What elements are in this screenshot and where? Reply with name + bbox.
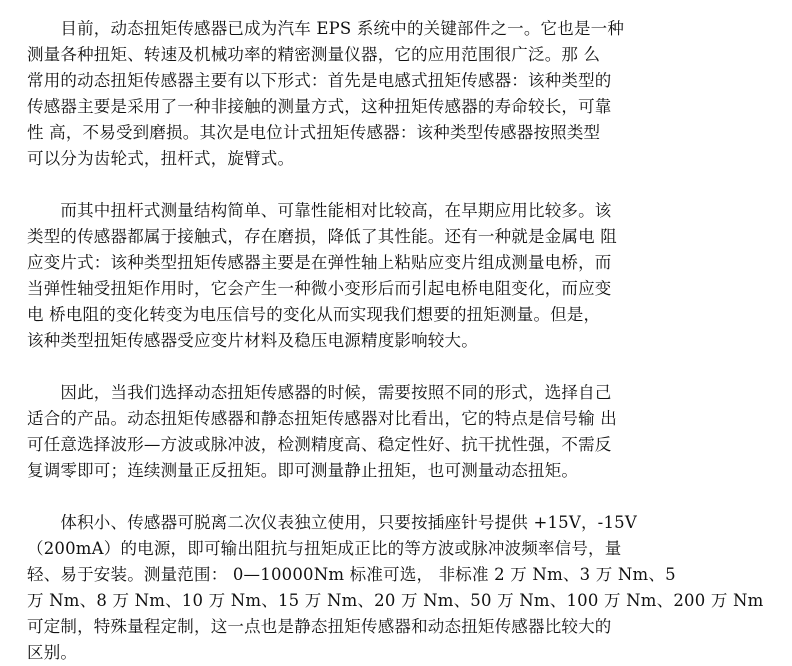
text-line: （200mA）的电源，即可输出阻抗与扭矩成正比的等方波或脉冲波频率信号，量	[27, 539, 622, 558]
text-line: 万 Nm、8 万 Nm、10 万 Nm、15 万 Nm、20 万 Nm、50 万 Nm、100 万 Nm、200 万 Nm	[27, 591, 764, 610]
text-line: 当弹性轴受扭矩作用时，它会产生一种微小变形后而引起电桥电阻变化，而应变	[27, 279, 612, 298]
paragraph-1	[27, 16, 702, 172]
paragraph-2	[27, 198, 702, 354]
text-line: 测量各种扭矩、转速及机械功率的精密测量仪器，它的应用范围很广泛。那 么	[27, 45, 601, 64]
paragraph-3	[27, 380, 702, 484]
text-line: 常用的动态扭矩传感器主要有以下形式：首先是电感式扭矩传感器：该种类型的	[27, 71, 612, 90]
text-line: 该种类型扭矩传感器受应变片材料及稳压电源精度影响较大。	[27, 331, 478, 350]
text-line: 可以分为齿轮式，扭杆式，旋臂式。	[27, 149, 295, 168]
text-line: 因此，当我们选择动态扭矩传感器的时候，需要按照不同的形式，选择自己	[27, 383, 612, 402]
text-line: 传感器主要是采用了一种非接触的测量方式，这种扭矩传感器的寿命较长，可靠	[27, 97, 612, 116]
paragraph-4	[27, 510, 764, 666]
text-line: 性 高，不易受到磨损。其次是电位计式扭矩传感器：该种类型传感器按照类型	[27, 123, 601, 142]
text-line: 可定制，特殊量程定制，这一点也是静态扭矩传感器和动态扭矩传感器比较大的	[27, 617, 612, 636]
text-line: 电 桥电阻的变化转变为电压信号的变化从而实现我们想要的扭矩测量。但是，	[27, 305, 601, 324]
text-line: 类型的传感器都属于接触式，存在磨损，降低了其性能。还有一种就是金属电 阻	[27, 227, 617, 246]
text-line: 应变片式：该种类型扭矩传感器主要是在弹性轴上粘贴应变片组成测量电桥，而	[27, 253, 612, 272]
text-line: 而其中扭杆式测量结构简单、可靠性能相对比较高，在早期应用比较多。该	[27, 201, 612, 220]
text-line: 轻、易于安装。测量范围： 0—10000Nm 标准可选， 非标准 2 万 Nm、3 万 Nm、5	[27, 565, 676, 584]
text-line: 可任意选择波形—方波或脉冲波，检测精度高、稳定性好、抗干扰性强，不需反	[27, 435, 612, 454]
paragraph-gap	[27, 484, 702, 510]
document-body	[27, 16, 764, 666]
paragraph-gap	[27, 354, 702, 380]
text-line: 体积小、传感器可脱离二次仪表独立使用，只要按插座针号提供 +15V，-15V	[27, 513, 637, 532]
text-line: 适合的产品。动态扭矩传感器和静态扭矩传感器对比看出，它的特点是信号输 出	[27, 409, 617, 428]
text-line: 复调零即可；连续测量正反扭矩。即可测量静止扭矩，也可测量动态扭矩。	[27, 461, 579, 480]
text-line: 区别。	[27, 643, 78, 662]
text-line: 目前，动态扭矩传感器已成为汽车 EPS 系统中的关键部件之一。它也是一种	[27, 19, 625, 38]
paragraph-gap	[27, 172, 702, 198]
